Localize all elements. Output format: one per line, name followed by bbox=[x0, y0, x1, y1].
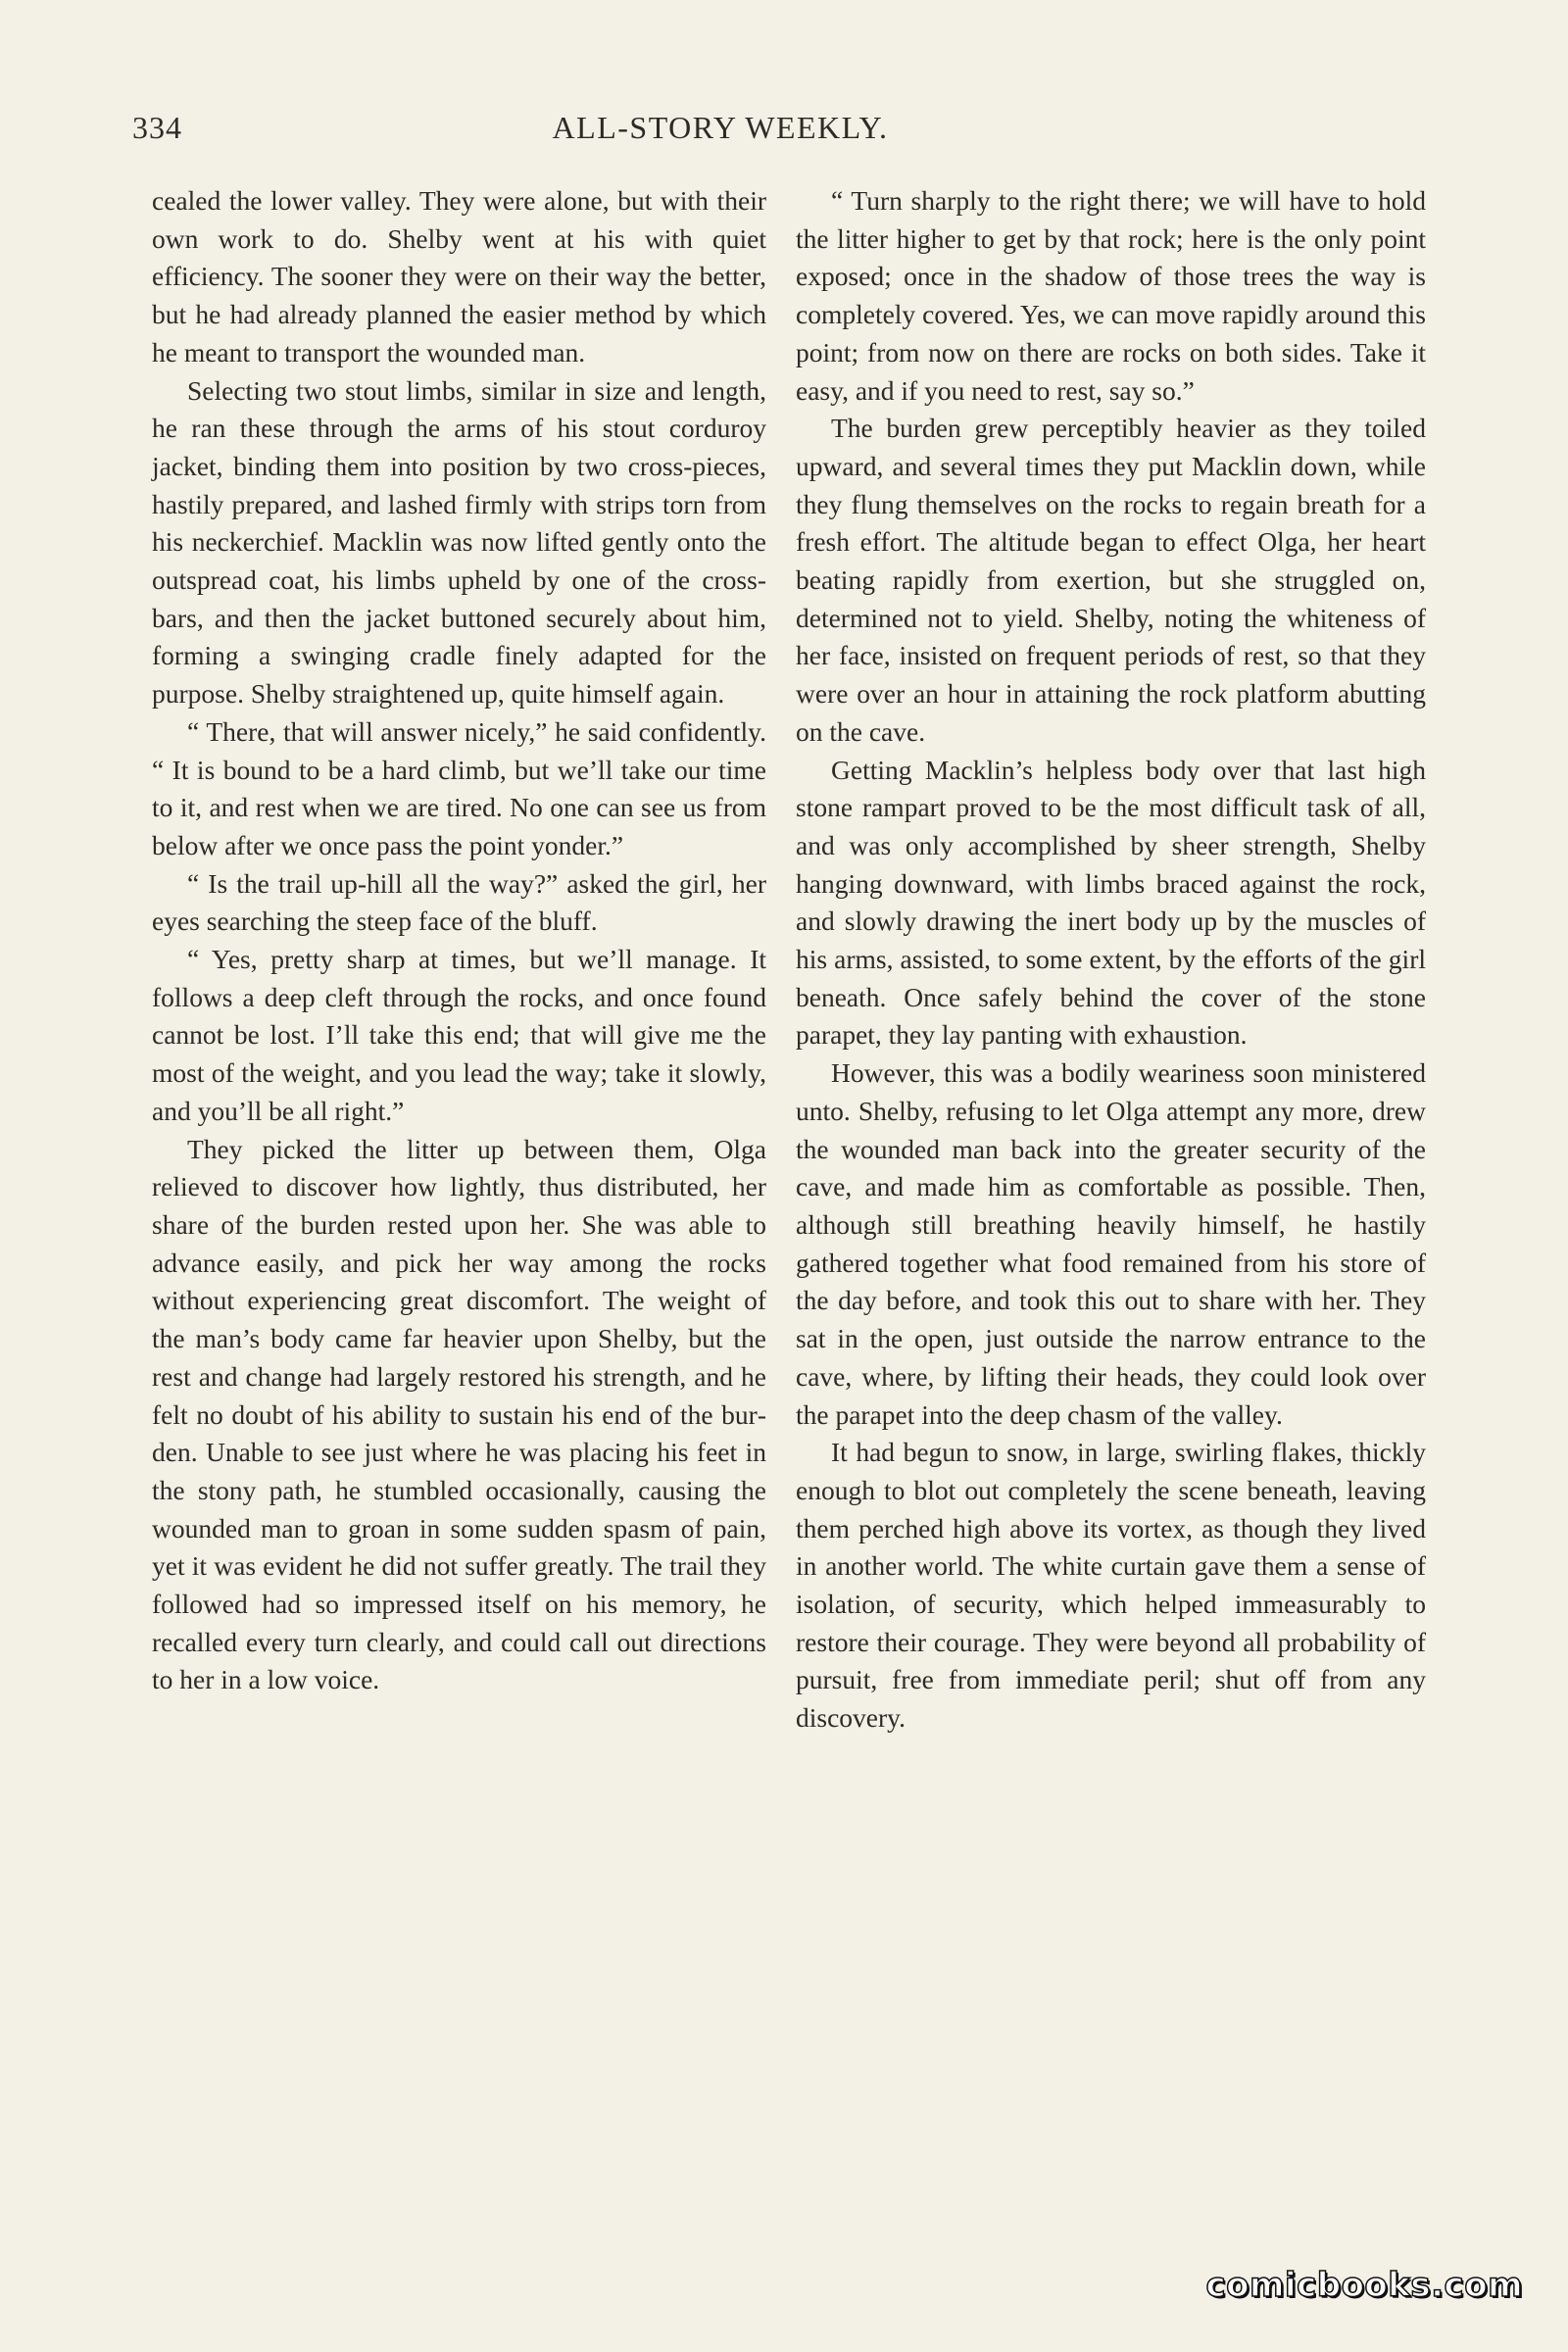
paragraph: “ Yes, pretty sharp at times, but we’ll manage. It follows a deep cleft through the rocks, and once found cannot be lost. I’ll take this end; that will give me the most of the weight, and you lead the way; take it slowly, and you’ll be all right.” bbox=[152, 944, 766, 1126]
page-number: 334 bbox=[132, 110, 182, 145]
paragraph: “ Is the trail up-hill all the way?” asked the girl, her eyes searching the steep face of the bluff. bbox=[152, 867, 766, 937]
paragraph: However, this was a bodily weariness soon ministered unto. Shelby, refusing to let Olga attempt any more, drew the wounded man back into the greater security of the cave, and made him as comfortable as possible. Then, although still breathing heavily himself, he hastily gathered together what food remained from his store of the day before, and took this out to share with her. They sat in the open, just outside the narrow entrance to the cave, where, by lifting their heads, they could look over the parapet into the deep chasm of the valley. bbox=[796, 1057, 1426, 1430]
left-column bbox=[152, 182, 766, 1699]
running-title: ALL-STORY WEEKLY. bbox=[552, 110, 889, 145]
paragraph: “ Turn sharply to the right there; we will have to hold the litter higher to get by that rock; here is the only point exposed; once in the shadow of those trees the way is completely covered. Yes, we can move rapidly around this point; from now on there are rocks on both sides. Take it easy, and if you need to rest, say so.” bbox=[796, 185, 1426, 406]
paragraph: Getting Macklin’s helpless body over that last high stone rampart proved to be the most difficult task of all, and was only accomplished by sheer strength, Shelby hanging downward, with limbs braced against the rock, and slowly drawing the inert body up by the muscles of his arms, assisted, to some extent, by the efforts of the girl beneath. Once safely behind the cover of the stone parapet, they lay panting with exhaustion. bbox=[796, 754, 1426, 1051]
paragraph: Selecting two stout limbs, similar in size and length, he ran these through the arms of his stout corduroy jacket, binding them into position by two cross-pieces, hastily prepared, and lashed firmly with strips torn from his neckerchief. Macklin was now lifted gently onto the outspread coat, his limbs upheld by one of the cross-bars, and then the jacket buttoned securely about him, forming a swinging cradle finely adapted for the purpose. Shelby straightened up, quite himself again. bbox=[152, 374, 766, 710]
right-column bbox=[796, 182, 1426, 1738]
paragraph: It had begun to snow, in large, swirling flakes, thickly enough to blot out completely the scene beneath, leaving them perched high above its vortex, as though they lived in another world. The white curtain gave them a sense of isolation, of security, which helped immeasurably to restore their courage. They were beyond all probability of pursuit, free from immediate peril; shut off from any discovery. bbox=[796, 1437, 1426, 1734]
watermark-logo: comicbooks.com bbox=[1205, 2266, 1523, 2305]
paragraph: cealed the lower valley. They were alone, but with their own work to do. Shelby went at his with quiet efficiency. The sooner they were on their way the better, but he had already planned the easier method by which he meant to transport the wounded man. bbox=[152, 185, 766, 368]
paragraph: The burden grew perceptibly heavier as they toiled upward, and several times they put Macklin down, while they flung themselves on the rocks to regain breath for a fresh effort. The altitude began to effect Olga, her heart beating rapidly from exertion, but she struggled on, determined not to yield. Shelby, noting the whiteness of her face, insisted on frequent periods of rest, so that they were over an hour in attaining the rock platform abutting on the cave. bbox=[796, 413, 1426, 747]
paragraph: They picked the litter up between them, Olga relieved to discover how lightly, thus distributed, her share of the burden rested upon her. She was able to advance easily, and pick her way among the rocks without experiencing great discomfort. The weight of the man’s body came far heavier upon Shelby, but the rest and change had largely restored his strength, and he felt no doubt of his ability to sustain his end of the burden. Unable to see just where he was placing his feet in the stony path, he stumbled occasionally, causing the wounded man to groan in some sudden spasm of pain, yet it was evident he did not suffer greatly. The trail they followed had so impressed itself on his memory, he recalled every turn clearly, and could call out directions to her in a low voice. bbox=[152, 1133, 766, 1695]
page-header bbox=[132, 110, 1308, 153]
paragraph: “ There, that will answer nicely,” he said confidently. “ It is bound to be a hard climb, but we’ll take our time to it, and rest when we are tired. No one can see us from below after we once pass the point yonder.” bbox=[152, 715, 766, 860]
